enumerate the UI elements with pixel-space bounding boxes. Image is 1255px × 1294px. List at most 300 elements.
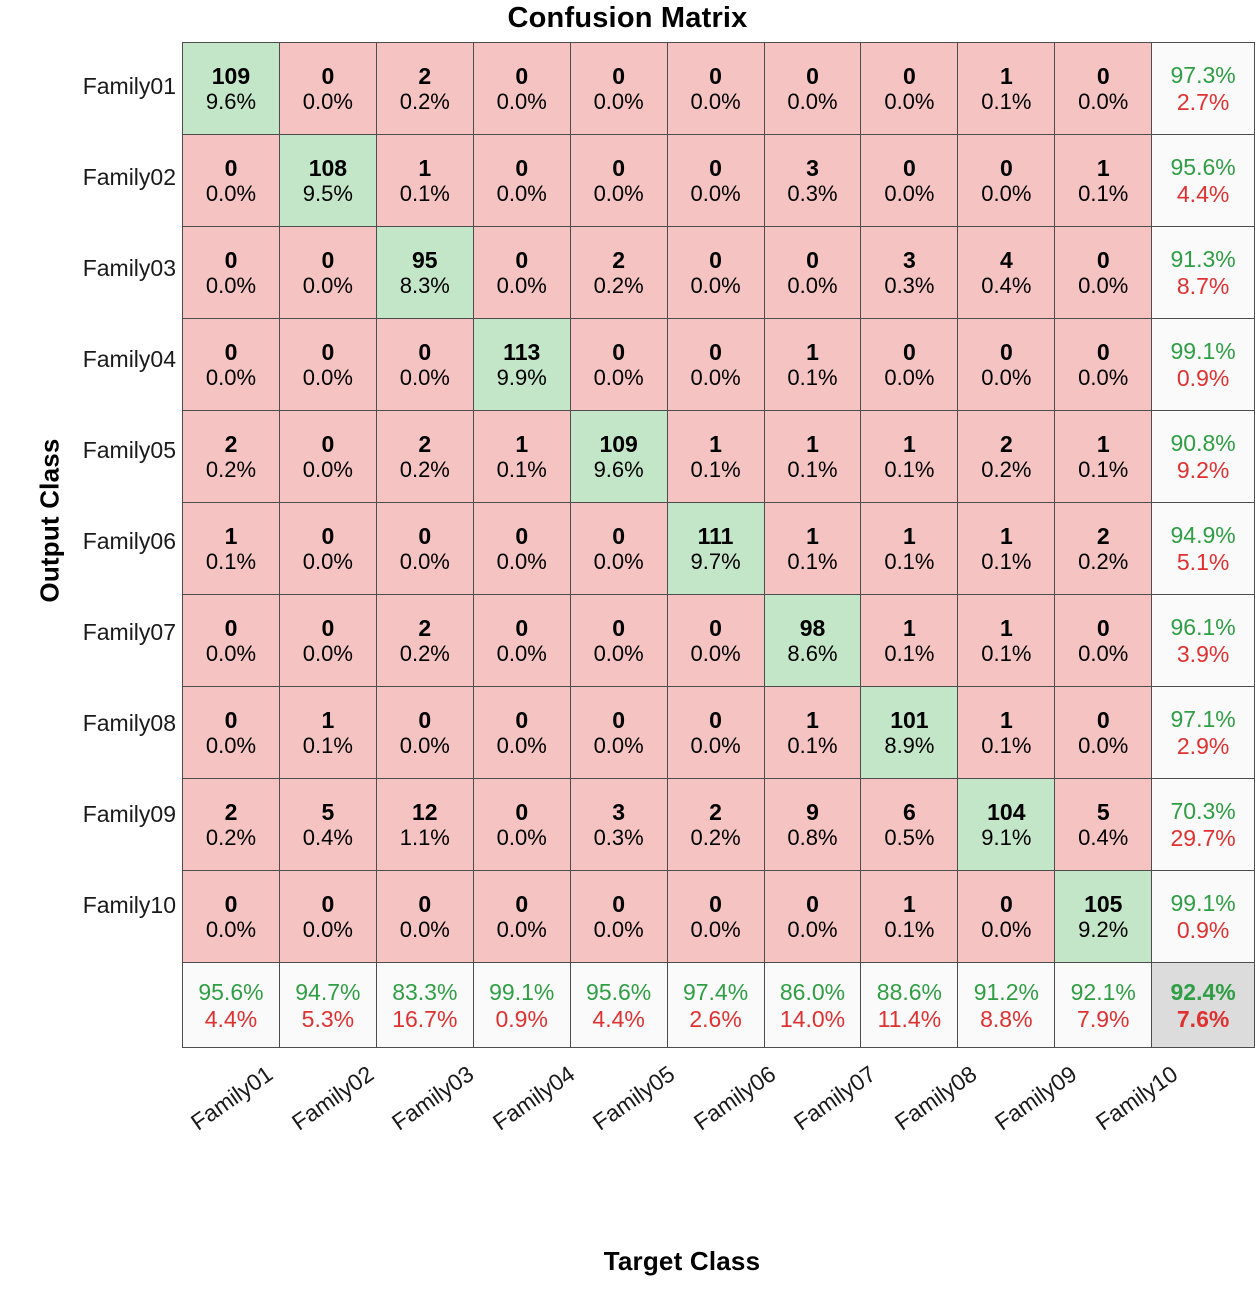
column-label-family04: Family04 <box>487 1060 579 1136</box>
cell-percent: 0.2% <box>205 457 257 483</box>
matrix-row <box>183 595 1255 687</box>
row-precision: 94.9% <box>1170 522 1236 549</box>
column-label-family06: Family06 <box>688 1060 780 1136</box>
cell-percent: 0.4% <box>1078 825 1129 851</box>
cell-count: 1 <box>224 523 238 550</box>
matrix-cell <box>1055 411 1152 503</box>
cell-percent: 0.0% <box>205 917 257 943</box>
matrix-cell <box>958 43 1055 135</box>
matrix-cell <box>764 135 861 227</box>
cell-count: 5 <box>321 799 335 826</box>
matrix-cell <box>667 687 764 779</box>
cell-percent: 0.0% <box>787 917 838 943</box>
confusion-matrix-table <box>182 42 1255 1048</box>
matrix-cell <box>183 43 280 135</box>
row-error: 5.1% <box>1176 549 1230 576</box>
row-label-family01: Family01 <box>82 72 176 99</box>
column-recall: 86.0% <box>779 978 846 1005</box>
cell-percent: 0.0% <box>399 549 450 575</box>
cell-percent: 0.0% <box>399 917 450 943</box>
cell-count: 0 <box>418 707 432 734</box>
row-label-family03: Family03 <box>82 254 176 281</box>
matrix-cell <box>376 871 473 963</box>
cell-percent: 0.0% <box>884 181 935 207</box>
cell-count: 0 <box>321 523 335 550</box>
cell-percent: 0.0% <box>981 365 1032 391</box>
row-label-family05: Family05 <box>82 436 176 463</box>
cell-count: 0 <box>224 155 238 182</box>
column-recall: 95.6% <box>198 978 264 1005</box>
cell-percent: 0.0% <box>690 273 741 299</box>
row-precision: 99.1% <box>1170 338 1236 365</box>
row-label-family08: Family08 <box>82 709 176 736</box>
cell-percent: 0.2% <box>593 273 644 299</box>
matrix-cell <box>183 135 280 227</box>
cell-count: 1 <box>806 523 819 550</box>
cell-count: 9 <box>806 799 819 826</box>
cell-percent: 9.7% <box>690 549 741 575</box>
matrix-cell <box>570 779 667 871</box>
matrix-cell <box>861 227 958 319</box>
cell-percent: 0.8% <box>787 825 838 851</box>
matrix-cell <box>667 43 764 135</box>
cell-count: 0 <box>321 615 335 642</box>
column-label-family07: Family07 <box>789 1060 881 1136</box>
cell-percent: 0.0% <box>884 365 935 391</box>
cell-count: 2 <box>418 615 432 642</box>
matrix-row <box>183 43 1255 135</box>
matrix-cell <box>958 687 1055 779</box>
cell-count: 0 <box>709 247 722 274</box>
matrix-cell <box>861 411 958 503</box>
cell-count: 0 <box>612 339 626 366</box>
matrix-cell <box>473 135 570 227</box>
column-recall: 94.7% <box>295 978 361 1005</box>
row-error: 2.7% <box>1176 89 1230 116</box>
matrix-cell <box>473 319 570 411</box>
row-summary-cell <box>1152 779 1255 871</box>
cell-percent: 0.4% <box>981 273 1032 299</box>
cell-percent: 0.0% <box>399 365 450 391</box>
cell-count: 0 <box>515 707 529 734</box>
row-error: 29.7% <box>1170 825 1236 852</box>
row-summary-cell <box>1152 411 1255 503</box>
row-summary-cell <box>1152 503 1255 595</box>
cell-count: 3 <box>806 155 819 182</box>
matrix-cell <box>958 135 1055 227</box>
matrix-cell <box>1055 319 1152 411</box>
matrix-cell <box>764 411 861 503</box>
cell-count: 109 <box>211 63 251 90</box>
cell-percent: 0.0% <box>593 89 644 115</box>
matrix-cell <box>1055 227 1152 319</box>
cell-percent: 0.0% <box>205 733 257 759</box>
matrix-cell <box>958 779 1055 871</box>
cell-count: 0 <box>321 431 335 458</box>
matrix-cell <box>861 687 958 779</box>
column-error: 5.3% <box>301 1005 355 1032</box>
row-label-family02: Family02 <box>82 163 176 190</box>
cell-count: 0 <box>515 615 529 642</box>
cell-count: 0 <box>515 523 529 550</box>
column-summary-cell <box>473 963 570 1048</box>
cell-count: 1 <box>806 339 819 366</box>
cell-percent: 0.1% <box>981 549 1032 575</box>
cell-count: 1 <box>806 707 819 734</box>
cell-percent: 0.0% <box>981 917 1032 943</box>
cell-percent: 0.5% <box>884 825 935 851</box>
cell-percent: 0.0% <box>496 825 547 851</box>
cell-percent: 0.0% <box>1078 641 1129 667</box>
cell-count: 1 <box>999 63 1013 90</box>
row-precision: 97.1% <box>1170 706 1236 733</box>
cell-percent: 0.1% <box>302 733 353 759</box>
row-label-family10: Family10 <box>82 891 176 918</box>
cell-count: 109 <box>599 431 638 458</box>
cell-percent: 0.1% <box>399 181 450 207</box>
cell-count: 0 <box>321 891 335 918</box>
matrix-cell <box>764 595 861 687</box>
matrix-cell <box>861 595 958 687</box>
matrix-cell <box>1055 687 1152 779</box>
cell-count: 0 <box>709 707 722 734</box>
row-summary-cell <box>1152 319 1255 411</box>
cell-percent: 0.0% <box>302 457 353 483</box>
cell-percent: 0.1% <box>690 457 741 483</box>
matrix-cell <box>764 687 861 779</box>
cell-percent: 0.0% <box>787 273 838 299</box>
matrix-cell <box>667 503 764 595</box>
cell-count: 108 <box>308 155 348 182</box>
matrix-cell <box>1055 503 1152 595</box>
cell-percent: 0.0% <box>593 549 644 575</box>
cell-count: 0 <box>709 339 722 366</box>
column-label-family09: Family09 <box>990 1060 1082 1136</box>
column-summary-row <box>183 963 1255 1048</box>
matrix-cell <box>376 227 473 319</box>
column-error: 14.0% <box>779 1005 846 1032</box>
matrix-cell <box>473 595 570 687</box>
cell-count: 0 <box>709 891 722 918</box>
cell-count: 3 <box>612 799 626 826</box>
cell-percent: 0.0% <box>496 181 547 207</box>
cell-percent: 0.0% <box>981 181 1032 207</box>
cell-count: 1 <box>806 431 819 458</box>
column-label-family05: Family05 <box>588 1060 680 1136</box>
matrix-cell <box>764 319 861 411</box>
cell-percent: 0.2% <box>399 457 450 483</box>
matrix-cell <box>279 135 376 227</box>
matrix-cell <box>376 595 473 687</box>
cell-percent: 0.0% <box>205 273 257 299</box>
matrix-cell <box>570 687 667 779</box>
matrix-cell <box>473 411 570 503</box>
cell-count: 0 <box>1096 339 1110 366</box>
cell-percent: 0.0% <box>690 733 741 759</box>
cell-count: 101 <box>890 707 929 734</box>
column-error: 0.9% <box>495 1005 548 1032</box>
cell-percent: 0.1% <box>981 89 1032 115</box>
cell-percent: 0.2% <box>399 89 450 115</box>
cell-percent: 0.0% <box>399 733 450 759</box>
matrix-cell <box>376 319 473 411</box>
row-error: 8.7% <box>1176 273 1230 300</box>
column-recall: 83.3% <box>392 978 458 1005</box>
cell-count: 0 <box>321 63 335 90</box>
cell-count: 12 <box>412 799 438 826</box>
cell-percent: 0.0% <box>302 273 353 299</box>
matrix-cell <box>764 779 861 871</box>
matrix-cell <box>473 871 570 963</box>
matrix-cell <box>570 319 667 411</box>
cell-percent: 0.3% <box>593 825 644 851</box>
matrix-cell <box>376 687 473 779</box>
column-error: 7.9% <box>1077 1005 1130 1032</box>
cell-count: 1 <box>903 615 916 642</box>
cell-count: 0 <box>999 339 1013 366</box>
row-label-family09: Family09 <box>82 800 176 827</box>
cell-count: 0 <box>515 247 529 274</box>
row-error: 9.2% <box>1176 457 1230 484</box>
matrix-cell <box>764 871 861 963</box>
row-summary-cell <box>1152 227 1255 319</box>
matrix-cell <box>667 135 764 227</box>
cell-count: 2 <box>999 431 1013 458</box>
cell-percent: 0.1% <box>1078 181 1129 207</box>
row-summary-cell <box>1152 595 1255 687</box>
matrix-cell <box>183 687 280 779</box>
row-label-family04: Family04 <box>82 345 176 372</box>
row-labels <box>0 42 176 1052</box>
cell-percent: 0.1% <box>884 457 935 483</box>
column-summary-cell <box>279 963 376 1048</box>
cell-count: 1 <box>321 707 335 734</box>
cell-percent: 0.1% <box>884 549 935 575</box>
cell-percent: 0.1% <box>787 733 838 759</box>
cell-percent: 0.0% <box>496 273 547 299</box>
cell-percent: 9.5% <box>302 181 353 207</box>
column-error: 8.8% <box>980 1005 1033 1032</box>
column-summary-cell <box>958 963 1055 1048</box>
cell-count: 1 <box>903 523 916 550</box>
matrix-cell <box>183 779 280 871</box>
cell-count: 0 <box>806 891 819 918</box>
matrix-cell <box>473 227 570 319</box>
cell-percent: 0.0% <box>1078 365 1129 391</box>
matrix-cell <box>183 595 280 687</box>
column-recall: 91.2% <box>973 978 1039 1005</box>
cell-percent: 8.6% <box>787 641 838 667</box>
cell-count: 0 <box>1096 247 1110 274</box>
cell-percent: 0.0% <box>496 917 547 943</box>
row-precision: 91.3% <box>1170 246 1236 273</box>
matrix-cell <box>958 411 1055 503</box>
cell-count: 98 <box>799 615 826 642</box>
matrix-cell <box>764 43 861 135</box>
cell-percent: 0.0% <box>593 641 644 667</box>
cell-count: 1 <box>903 431 916 458</box>
cell-percent: 0.0% <box>690 365 741 391</box>
cell-count: 0 <box>418 339 432 366</box>
cell-count: 0 <box>515 155 529 182</box>
cell-count: 1 <box>999 615 1013 642</box>
cell-count: 0 <box>515 63 529 90</box>
cell-count: 2 <box>224 431 238 458</box>
cell-count: 1 <box>1096 431 1110 458</box>
matrix-cell <box>570 503 667 595</box>
row-error: 4.4% <box>1176 181 1230 208</box>
cell-percent: 0.1% <box>1078 457 1129 483</box>
column-label-family01: Family01 <box>186 1060 278 1136</box>
cell-count: 111 <box>697 523 734 550</box>
matrix-cell <box>958 871 1055 963</box>
column-summary-cell <box>764 963 861 1048</box>
cell-count: 1 <box>515 431 529 458</box>
cell-count: 0 <box>418 523 432 550</box>
cell-percent: 0.0% <box>496 89 547 115</box>
cell-percent: 0.2% <box>981 457 1032 483</box>
cell-percent: 0.0% <box>1078 273 1129 299</box>
matrix-cell <box>376 135 473 227</box>
cell-percent: 0.0% <box>593 917 644 943</box>
y-axis-title: Output Class <box>34 438 65 603</box>
cell-count: 1 <box>999 523 1013 550</box>
matrix-cell <box>183 503 280 595</box>
cell-percent: 0.1% <box>884 641 935 667</box>
matrix-cell <box>570 871 667 963</box>
cell-percent: 8.3% <box>399 273 450 299</box>
row-precision: 70.3% <box>1170 798 1236 825</box>
matrix-cell <box>667 595 764 687</box>
cell-percent: 0.0% <box>205 641 257 667</box>
cell-count: 0 <box>1096 615 1110 642</box>
matrix-cell <box>473 687 570 779</box>
cell-count: 0 <box>224 891 238 918</box>
cell-count: 113 <box>503 339 541 366</box>
row-precision: 90.8% <box>1170 430 1236 457</box>
cell-percent: 8.9% <box>884 733 935 759</box>
cell-percent: 0.1% <box>981 733 1032 759</box>
row-precision: 96.1% <box>1170 614 1236 641</box>
matrix-cell <box>183 411 280 503</box>
matrix-cell <box>279 503 376 595</box>
cell-count: 0 <box>224 247 238 274</box>
cell-percent: 0.0% <box>496 549 547 575</box>
column-recall: 92.1% <box>1070 978 1136 1005</box>
cell-percent: 0.1% <box>787 457 838 483</box>
matrix-row <box>183 871 1255 963</box>
cell-count: 0 <box>999 155 1013 182</box>
cell-percent: 0.0% <box>593 365 644 391</box>
matrix-row <box>183 135 1255 227</box>
matrix-cell <box>667 319 764 411</box>
matrix-cell <box>473 503 570 595</box>
cell-percent: 0.0% <box>690 641 741 667</box>
matrix-cell <box>1055 779 1152 871</box>
cell-percent: 9.1% <box>981 825 1032 851</box>
cell-count: 3 <box>903 247 916 274</box>
column-error: 2.6% <box>689 1005 742 1032</box>
cell-percent: 0.0% <box>496 733 547 759</box>
matrix-cell <box>861 319 958 411</box>
cell-count: 0 <box>806 63 819 90</box>
matrix-grid <box>182 42 1255 1048</box>
cell-count: 0 <box>321 339 335 366</box>
cell-percent: 0.0% <box>884 89 935 115</box>
cell-percent: 1.1% <box>399 825 450 851</box>
cell-percent: 0.1% <box>981 641 1032 667</box>
column-summary-cell <box>570 963 667 1048</box>
cell-count: 0 <box>1096 707 1110 734</box>
cell-count: 0 <box>709 63 722 90</box>
row-error: 3.9% <box>1176 641 1230 668</box>
row-label-family06: Family06 <box>82 527 176 554</box>
matrix-cell <box>279 687 376 779</box>
cell-percent: 0.0% <box>302 89 353 115</box>
matrix-cell <box>279 411 376 503</box>
cell-count: 0 <box>612 707 626 734</box>
cell-count: 105 <box>1084 891 1123 918</box>
cell-count: 0 <box>903 155 916 182</box>
cell-percent: 0.0% <box>1078 89 1129 115</box>
cell-percent: 0.0% <box>690 89 741 115</box>
cell-percent: 0.0% <box>690 917 741 943</box>
cell-count: 2 <box>418 431 432 458</box>
cell-percent: 0.2% <box>399 641 450 667</box>
column-recall: 88.6% <box>876 978 943 1005</box>
overall-error: 7.6% <box>1176 1005 1230 1032</box>
cell-percent: 0.2% <box>205 825 257 851</box>
matrix-cell <box>279 595 376 687</box>
matrix-cell <box>570 135 667 227</box>
cell-count: 0 <box>515 799 529 826</box>
cell-percent: 0.0% <box>1078 733 1129 759</box>
cell-count: 0 <box>321 247 335 274</box>
cell-percent: 0.3% <box>787 181 838 207</box>
column-recall: 95.6% <box>586 978 652 1005</box>
cell-count: 2 <box>612 247 626 274</box>
column-label-family10: Family10 <box>1090 1060 1182 1136</box>
cell-percent: 0.0% <box>690 181 741 207</box>
cell-count: 1 <box>999 707 1013 734</box>
column-label-family08: Family08 <box>889 1060 981 1136</box>
cell-percent: 9.6% <box>205 89 257 115</box>
matrix-cell <box>570 595 667 687</box>
matrix-cell <box>570 227 667 319</box>
matrix-cell <box>183 319 280 411</box>
overall-accuracy-cell <box>1152 963 1255 1048</box>
matrix-cell <box>279 319 376 411</box>
column-error: 4.4% <box>592 1005 645 1032</box>
matrix-row <box>183 687 1255 779</box>
cell-count: 5 <box>1096 799 1110 826</box>
cell-percent: 0.1% <box>787 549 838 575</box>
row-precision: 95.6% <box>1170 154 1236 181</box>
matrix-cell <box>764 503 861 595</box>
cell-count: 0 <box>806 247 819 274</box>
matrix-cell <box>861 43 958 135</box>
cell-percent: 0.0% <box>302 641 353 667</box>
matrix-cell <box>279 871 376 963</box>
cell-count: 1 <box>1096 155 1110 182</box>
column-label-family02: Family02 <box>286 1060 378 1136</box>
row-error: 2.9% <box>1176 733 1230 760</box>
matrix-cell <box>183 227 280 319</box>
cell-count: 0 <box>612 615 626 642</box>
cell-count: 95 <box>412 247 438 274</box>
cell-count: 0 <box>903 339 916 366</box>
matrix-cell <box>861 503 958 595</box>
